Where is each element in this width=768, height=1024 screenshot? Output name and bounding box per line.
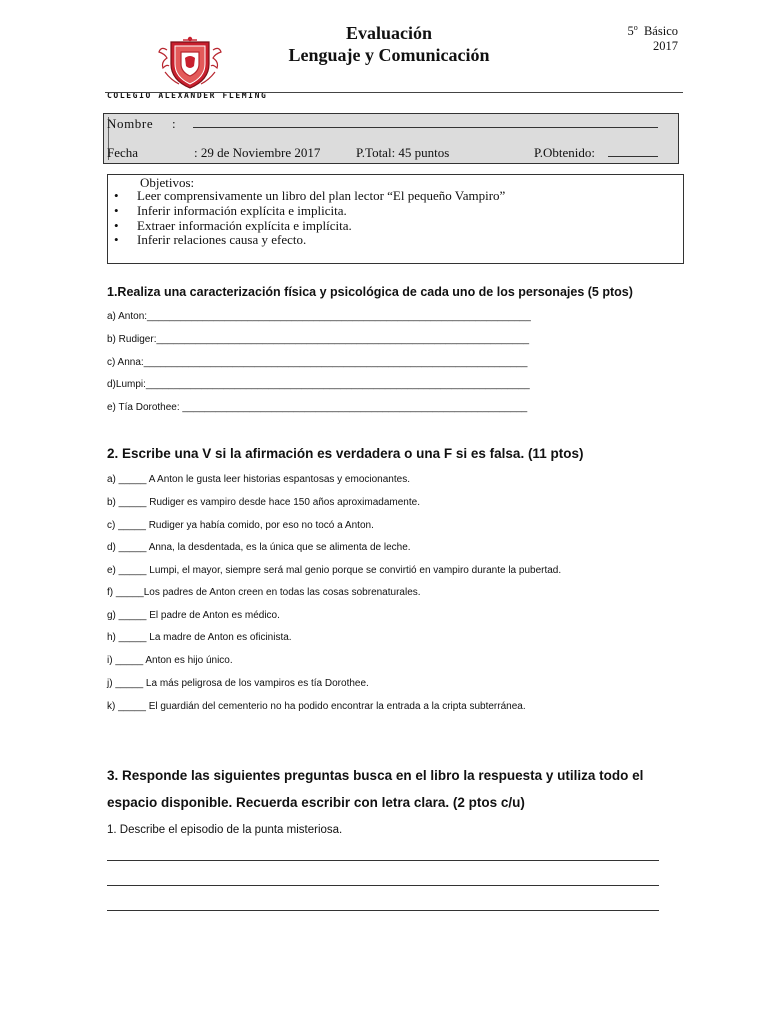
true-false-item[interactable]: e) _____ Lumpi, el mayor, siempre será mal genio porque se convirtió en vampiro durante la pubertad.: [107, 565, 562, 576]
school-crest-logo: [157, 36, 223, 92]
section-2-title: 2. Escribe una V si la afirmación es verdadera o una F si es falsa. (11 ptos): [107, 446, 584, 461]
grade-label: [626, 20, 678, 54]
score-field[interactable]: [608, 156, 658, 157]
section-1-title: 1.Realiza una caracterización física y psicológica de cada uno de los personajes (5 ptos): [107, 285, 633, 299]
true-false-item[interactable]: k) _____ El guardián del cementerio no ha podido encontrar la entrada a la cripta subterránea.: [107, 701, 526, 712]
header-divider: [105, 92, 683, 93]
grade-text: Básico: [643, 24, 678, 39]
true-false-item[interactable]: d) _____ Anna, la desdentada, es la única que se alimenta de leche.: [107, 542, 411, 553]
true-false-item[interactable]: c) _____ Rudiger ya había comido, por eso no tocó a Anton.: [107, 520, 374, 531]
section-3-title-continued: espacio disponible. Recuerda escribir con letra clara. (2 ptos c/u): [107, 795, 525, 810]
objective-item: • Inferir relaciones causa y efecto.: [114, 233, 505, 248]
true-false-item[interactable]: g) _____ El padre de Anton es médico.: [107, 610, 280, 621]
year: 2017: [653, 39, 678, 54]
character-field-rudiger[interactable]: b) Rudiger:___________________________________________________________________: [107, 334, 530, 345]
true-false-item[interactable]: f) _____Los padres de Anton creen en todas las cosas sobrenaturales.: [107, 587, 421, 598]
name-colon: :: [172, 116, 176, 131]
date-label: Fecha: [107, 145, 139, 160]
answer-line[interactable]: [107, 860, 659, 861]
page-subtitle: Lenguaje y Comunicación: [288, 45, 490, 65]
objectives-list: [114, 189, 505, 248]
true-false-item[interactable]: h) _____ La madre de Anton es oficinista.: [107, 632, 292, 643]
true-false-item[interactable]: b) _____ Rudiger es vampiro desde hace 150 años aproximadamente.: [107, 497, 420, 508]
grade-ordinal: o: [633, 23, 638, 32]
answer-line[interactable]: [107, 910, 659, 911]
grade-number: 5: [627, 24, 634, 39]
true-false-item[interactable]: j) _____ La más peligrosa de los vampiros es tía Dorothee.: [107, 678, 369, 689]
name-field[interactable]: [193, 127, 658, 128]
objective-item: • Extraer información explícita e implícita.: [114, 219, 505, 234]
character-field-anton[interactable]: a) Anton:_____________________________________________________________________: [107, 311, 531, 322]
total-points: P.Total: 45 puntos: [356, 145, 450, 160]
open-question-1: 1. Describe el episodio de la punta misteriosa.: [107, 824, 343, 836]
name-label: Nombre: [107, 116, 154, 131]
character-field-anna[interactable]: c) Anna:_____________________________________________________________________: [107, 357, 528, 368]
page-title: Evaluación: [345, 23, 433, 43]
character-field-dorothee[interactable]: e) Tía Dorothee: ______________________________________________________________: [107, 402, 528, 413]
true-false-item[interactable]: i) _____ Anton es hijo único.: [107, 655, 233, 666]
school-name: COLEGIO ALEXANDER FLEMING: [107, 91, 268, 100]
section-3-title: 3. Responde las siguientes preguntas busca en el libro la respuesta y utiliza todo el: [107, 768, 644, 783]
answer-line[interactable]: [107, 885, 659, 886]
objective-item: • Leer comprensivamente un libro del plan lector “El pequeño Vampiro”: [114, 189, 505, 204]
character-field-lumpi[interactable]: d)Lumpi:_____________________________________________________________________: [107, 379, 530, 390]
score-label: P.Obtenido:: [534, 145, 596, 160]
true-false-item[interactable]: a) _____ A Anton le gusta leer historias espantosas y emocionantes.: [107, 474, 410, 485]
date-value: : 29 de Noviembre 2017: [194, 145, 321, 160]
objectives-title: Objetivos:: [140, 175, 195, 190]
objective-item: • Inferir información explícita e implicita.: [114, 204, 505, 219]
